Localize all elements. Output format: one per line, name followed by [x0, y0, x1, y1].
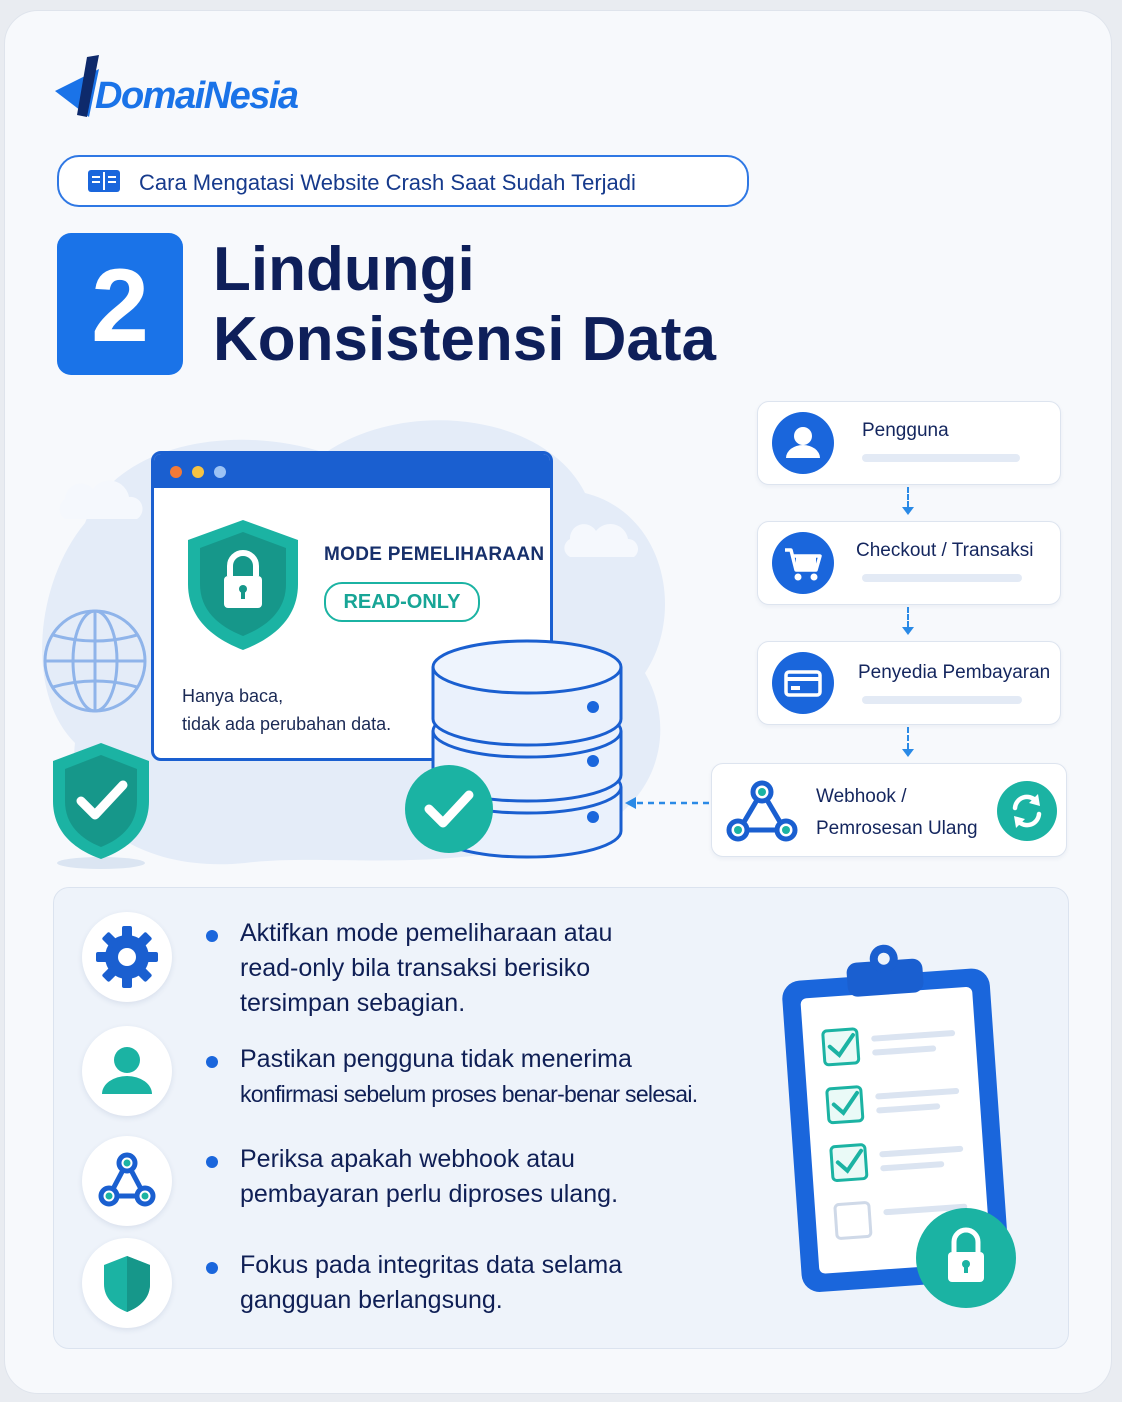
- mode-label: MODE PEMELIHARAAN: [324, 544, 545, 565]
- flow-arrow: [907, 487, 911, 507]
- title-line-1: Lindungi: [213, 235, 475, 304]
- flow-arrow: [907, 727, 911, 749]
- shield-lock-icon: [184, 518, 302, 652]
- step-number: 2: [91, 248, 149, 364]
- brand-logo: [53, 53, 373, 123]
- bullet-dot: [206, 1262, 218, 1274]
- window-titlebar: [154, 454, 550, 488]
- window-dot-blue: [214, 466, 226, 478]
- shield-check-icon: [45, 739, 157, 871]
- bullet-dot: [206, 1156, 218, 1168]
- clipboard-checklist-icon: [770, 934, 1050, 1318]
- title-line-2: Konsistensi Data: [213, 305, 717, 374]
- tip-1-line-2: read-only bila transaksi berisiko: [240, 954, 591, 982]
- refresh-icon: [996, 780, 1058, 842]
- book-icon: [87, 169, 121, 193]
- tip-item-3: [240, 1142, 780, 1212]
- read-only-badge: READ-ONLY: [324, 582, 480, 622]
- brand-name: DomaiNesia: [95, 75, 298, 117]
- check-circle-icon: [403, 763, 495, 855]
- placeholder-bar: [862, 454, 1020, 462]
- flow-step-payment: [757, 641, 1061, 725]
- flow-step-webhook: [711, 763, 1067, 857]
- step-number-box: [57, 233, 183, 375]
- flow-step-label: Checkout / Transaksi: [856, 540, 1034, 561]
- tip-item-2: [240, 1042, 800, 1112]
- maintenance-desc-line-1: Hanya baca,: [182, 686, 284, 706]
- tip-4-line-2: gangguan berlangsung.: [240, 1286, 503, 1314]
- cart-icon: [772, 532, 834, 594]
- bullet-dot: [206, 930, 218, 942]
- tip-1-line-3: tersimpan sebagian.: [240, 989, 466, 1017]
- webhook-label-line-1: Webhook /: [816, 786, 907, 807]
- tip-3-line-2: pembayaran perlu diproses ulang.: [240, 1180, 619, 1208]
- window-dot-yellow: [192, 466, 204, 478]
- placeholder-bar: [862, 574, 1022, 582]
- flow-arrow: [907, 607, 911, 627]
- tip-2-line-2: konfirmasi sebelum proses benar-benar selesai.: [240, 1081, 698, 1107]
- webhook-to-database-arrow: [623, 795, 713, 811]
- tip-item-4: [240, 1248, 780, 1318]
- placeholder-bar: [862, 696, 1022, 704]
- webhook-label-line-2: Pemrosesan Ulang: [816, 818, 978, 839]
- flow-step-checkout: [757, 521, 1061, 605]
- tip-item-1: [240, 916, 780, 1021]
- tip-3-line-1: Periksa apakah webhook atau: [240, 1145, 575, 1173]
- globe-icon: [39, 605, 151, 717]
- tip-2-line-1: Pastikan pengguna tidak menerima: [240, 1045, 632, 1073]
- infographic-card: [4, 10, 1112, 1394]
- tip-4-line-1: Fokus pada integritas data selama: [240, 1251, 623, 1279]
- user-icon: [772, 412, 834, 474]
- credit-card-icon: [772, 652, 834, 714]
- maintenance-desc-line-2: tidak ada perubahan data.: [182, 714, 392, 734]
- shield-icon: [82, 1238, 172, 1328]
- topic-badge: [57, 155, 749, 207]
- topic-badge-text: Cara Mengatasi Website Crash Saat Sudah Terjadi: [139, 170, 636, 195]
- webhook-icon: [82, 1136, 172, 1226]
- tip-1-line-1: Aktifkan mode pemeliharaan atau: [240, 919, 613, 947]
- page-title: [213, 235, 853, 375]
- webhook-icon: [724, 776, 800, 846]
- flow-step-label: Pengguna: [862, 420, 949, 441]
- tips-panel: [53, 887, 1069, 1349]
- flow-step-label: Penyedia Pembayaran: [858, 662, 1051, 683]
- window-dot-orange: [170, 466, 182, 478]
- gear-icon: [82, 912, 172, 1002]
- bullet-dot: [206, 1056, 218, 1068]
- user-icon: [82, 1026, 172, 1116]
- flow-step-user: [757, 401, 1061, 485]
